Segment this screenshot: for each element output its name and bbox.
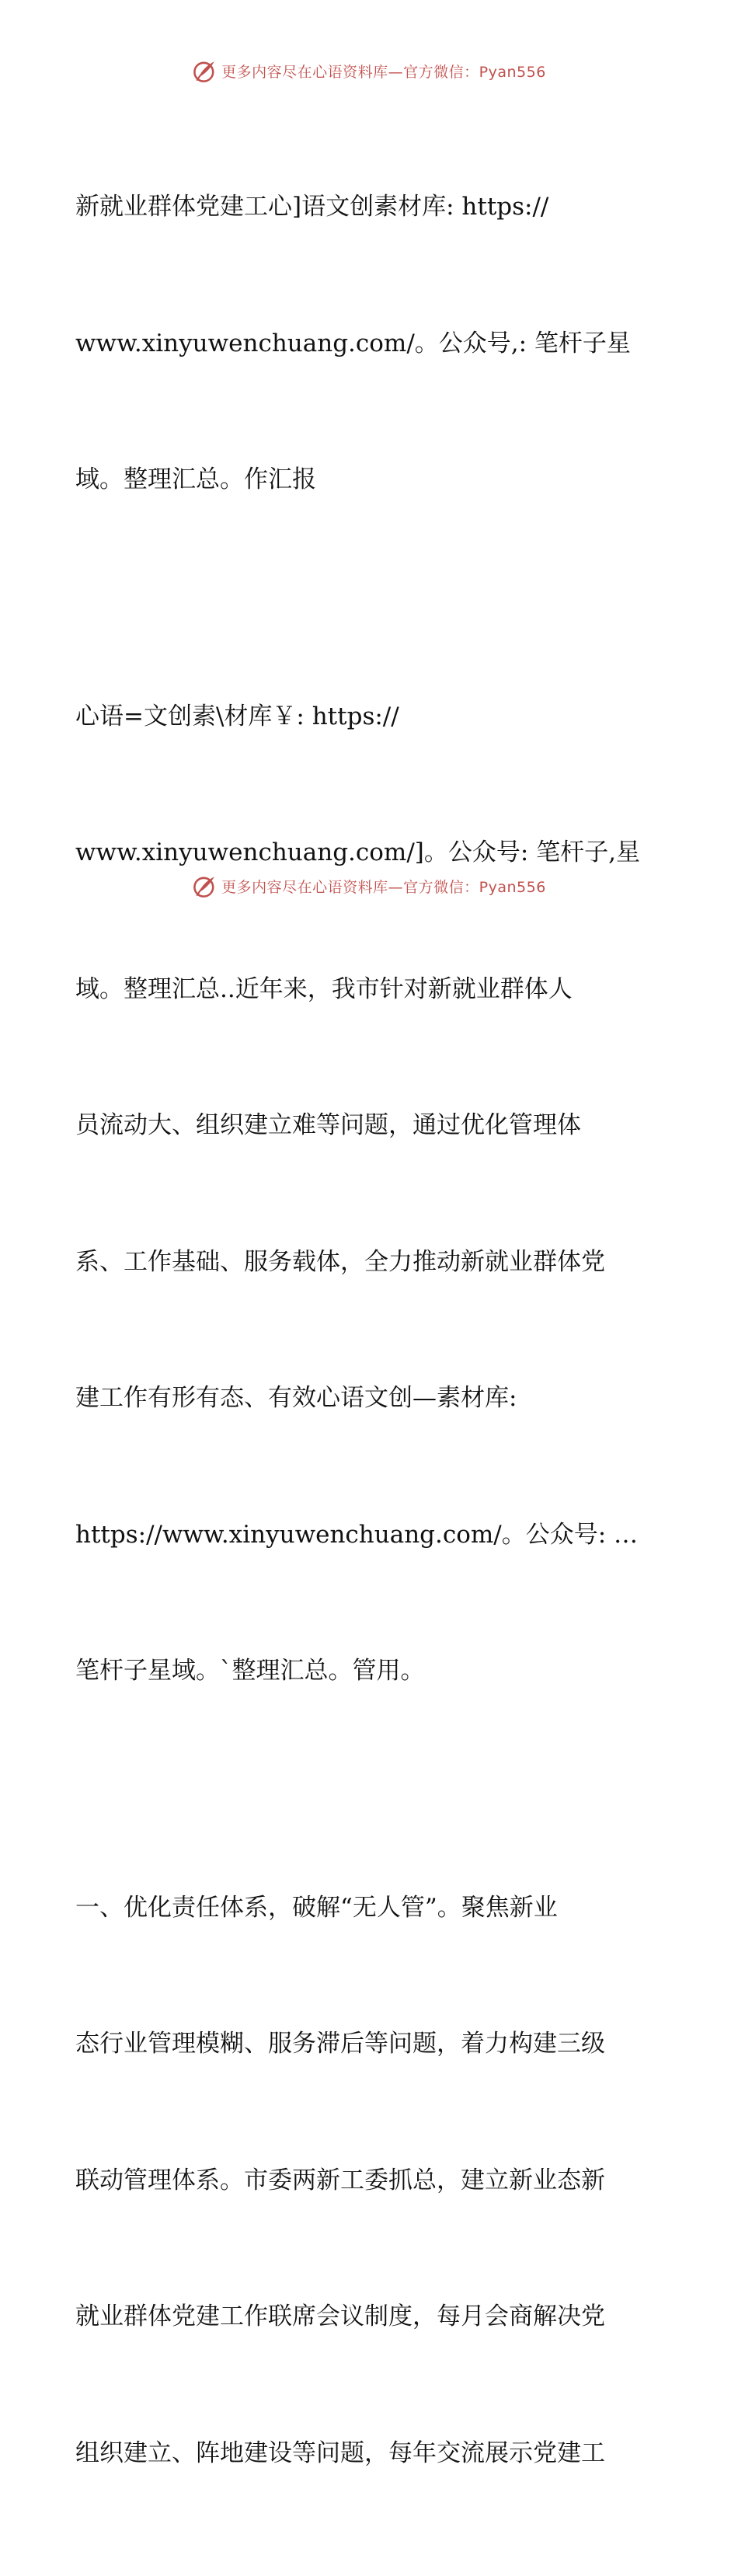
watermark-text: 更多内容尽在心语资料库—官方微信：Pyan556: [221, 878, 546, 896]
text-line: 员流动大、组织建立难等问题，通过优化管理体: [75, 1111, 581, 1139]
paragraph-3: [75, 1794, 666, 2567]
paragraph-2: [75, 603, 666, 1785]
document-body: [75, 93, 666, 2576]
text-line: 就业群体党建工作联席会议制度，每月会商解决党: [75, 2302, 605, 2330]
text-line: www.xinyuwenchuang.com/。公众号,: 笔杆子星: [75, 329, 631, 357]
paragraph-1: [75, 93, 666, 594]
text-line: 笔杆子星域。`整理汇总。管用。: [75, 1657, 425, 1685]
text-line: 心语=文创素\材库￥: https://: [75, 702, 399, 730]
text-line: https://www.xinyuwenchuang.com/。公众号: …: [75, 1520, 639, 1549]
watermark-header: [0, 55, 738, 86]
text-line: 态行业管理模糊、服务滞后等问题，着力构建三级: [75, 2030, 605, 2058]
text-line: 系、工作基础、服务载体，全力推动新就业群体党: [75, 1247, 605, 1276]
text-line: 组织建立、阵地建设等问题，每年交流展示党建工: [75, 2438, 605, 2467]
text-line: 联动管理体系。市委两新工委抓总，建立新业态新: [75, 2166, 605, 2194]
text-line: 域。整理汇总。作汇报: [75, 465, 316, 493]
text-line: www.xinyuwenchuang.com/]。公众号: 笔杆子,星: [75, 838, 641, 866]
text-line: 一、优化责任体系，破解“无人管”。聚焦新业: [75, 1893, 558, 1922]
text-line: 新就业群体党建工心]语文创素材库: https://: [75, 193, 549, 221]
watermark-text: 更多内容尽在心语资料库—官方微信：Pyan556: [221, 63, 546, 81]
quill-logo-icon: [192, 873, 218, 899]
watermark-footer: [0, 870, 738, 901]
quill-logo-icon: [192, 58, 218, 84]
text-line: 建工作有形有态、有效心语文创—素材库:: [75, 1384, 517, 1412]
text-line: 域。整理汇总..近年来，我市针对新就业群体人: [75, 974, 573, 1003]
